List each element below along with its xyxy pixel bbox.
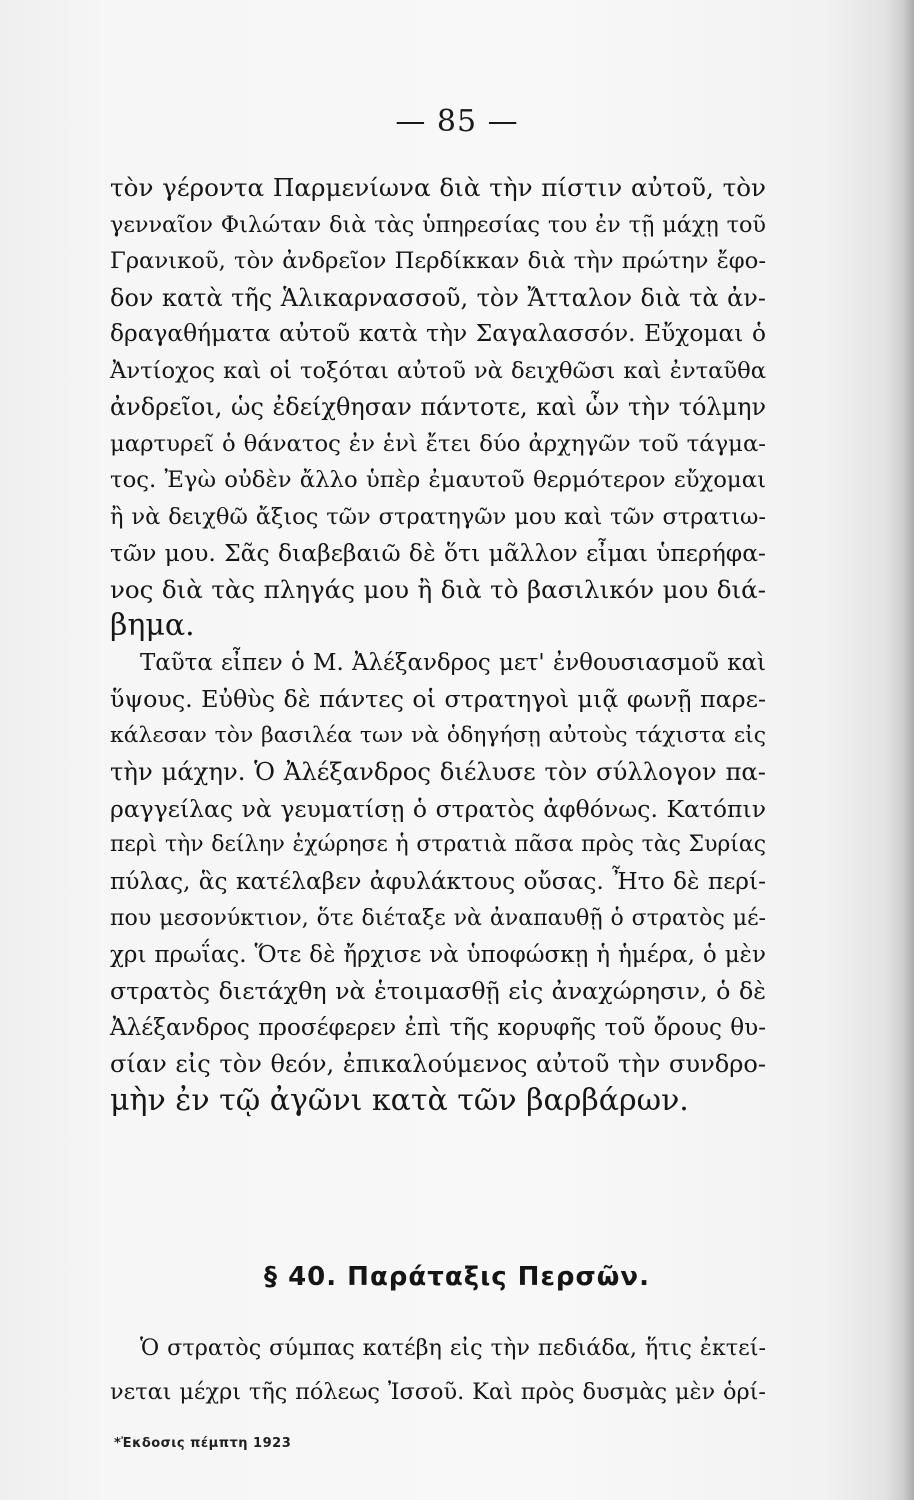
text-line: πύλας, ἃς κατέλαβεν ἀφυλάκτους οὔσας. Ἦτο δὲ περί- — [110, 867, 766, 895]
text-line: χρι πρωΐας. Ὅτε δὲ ἤρχισε νὰ ὑποφώσκῃ ἡ ἡμέρα, ὁ μὲν — [110, 941, 766, 968]
text-line: Ἀντίοχος καὶ οἱ τοξόται αὐτοῦ νὰ δειχθῶσι καὶ ἐνταῦθα — [110, 357, 766, 384]
text-line: περὶ τὴν δείλην ἐχώρησε ἡ στρατιὰ πᾶσα πρὸς τὰς Συρίας — [110, 832, 766, 857]
text-line: Ἀλέξανδρος προσέφερεν ἐπὶ τῆς κορυφῆς τοῦ ὄρους θυ- — [110, 1014, 766, 1041]
section-text — [110, 1326, 766, 1414]
text-line: νεται μέχρι τῆς πόλεως Ἰσσοῦ. Καὶ πρὸς δυσμὰς μὲν ὁρί- — [110, 1379, 766, 1405]
text-line: σίαν εἰς τὸν θεόν, ἐπικαλούμενος αὐτοῦ τὴν συνδρο- — [110, 1050, 766, 1078]
text-line: που μεσονύκτιον, ὅτε διέταξε νὰ ἀναπαυθῇ ὁ στρατὸς μέ- — [110, 905, 766, 931]
page-number: — 85 — — [395, 104, 519, 139]
text-line: τος. Ἐγὼ οὐδὲν ἄλλο ὑπὲρ ἐμαυτοῦ θερμότερον εὔχομαι — [110, 467, 766, 493]
text-line: βημα. — [110, 608, 195, 643]
text-line: τὴν μάχην. Ὁ Ἀλέξανδρος διέλυσε τὸν σύλλογον πα- — [110, 757, 766, 786]
section-heading: § 40. Παράταξις Περσῶν. — [264, 1262, 650, 1292]
text-line: ραγγείλας νὰ γευματίσῃ ὁ στρατὸς ἀφθόνως. Κατόπιν — [110, 794, 766, 823]
text-line: δον κατὰ τῆς Ἁλικαρνασσοῦ, τὸν Ἄτταλον διὰ τὰ ἀν- — [110, 283, 766, 312]
text-line: ὕψους. Εὐθὺς δὲ πάντες οἱ στρατηγοὶ μιᾷ φωνῇ παρε- — [110, 685, 766, 713]
text-line: Ταῦτα εἶπεν ὁ Μ. Ἀλέξανδρος μετ' ἐνθουσιασμοῦ καὶ — [140, 649, 766, 676]
text-line: Ὁ στρατὸς σύμπας κατέβη εἰς τὴν πεδιάδα, ἥτις ἐκτεί- — [140, 1335, 766, 1361]
text-line: στρατὸς διετάχθη νὰ ἑτοιμασθῇ εἰς ἀναχώρησιν, ὁ δὲ — [110, 977, 766, 1005]
text-line: τῶν μου. Σᾶς διαβεβαιῶ δὲ ὅτι μᾶλλον εἶμαι ὑπερήφα- — [110, 539, 766, 567]
text-line: τὸν γέροντα Παρμενίωνα διὰ τὴν πίστιν αὐτοῦ, τὸν — [110, 173, 766, 202]
text-line: γενναῖον Φιλώταν διὰ τὰς ὑπηρεσίας του ἐν τῇ μάχῃ τοῦ — [110, 211, 766, 238]
text-line: νος διὰ τὰς πληγάς μου ἢ διὰ τὸ βασιλικόν μου διά- — [110, 574, 766, 604]
text-line: ἀνδρεῖοι, ὡς ἐδείχθησαν πάντοτε, καὶ ὧν τὴν τόλμην — [110, 393, 766, 421]
text-line: Γρανικοῦ, τὸν ἀνδρεῖον Περδίκκαν διὰ τὴν πρώτην ἔφο- — [110, 248, 766, 274]
text-line: μαρτυρεῖ ὁ θάνατος ἐν ἑνὶ ἔτει δύο ἀρχηγῶν τοῦ τάγμα- — [110, 430, 766, 457]
text-line: ἢ νὰ δειχθῶ ἄξιος τῶν στρατηγῶν μου καὶ τῶν στρατιω- — [110, 503, 766, 530]
edition-imprint: *Ἐκδοσις πέμπτη 1923 — [114, 1436, 292, 1451]
text-line: μὴν ἐν τῷ ἀγῶνι κατὰ τῶν βαρβάρων. — [110, 1082, 689, 1118]
text-line: δραγαθήματα αὐτοῦ κατὰ τὴν Σαγαλασσόν. Εὔχομαι ὁ — [110, 320, 766, 347]
body-text — [110, 170, 766, 1119]
text-line: κάλεσαν τὸν βασιλέα των νὰ ὁδηγήσῃ αὐτοὺς τάχιστα εἰς — [110, 722, 766, 748]
